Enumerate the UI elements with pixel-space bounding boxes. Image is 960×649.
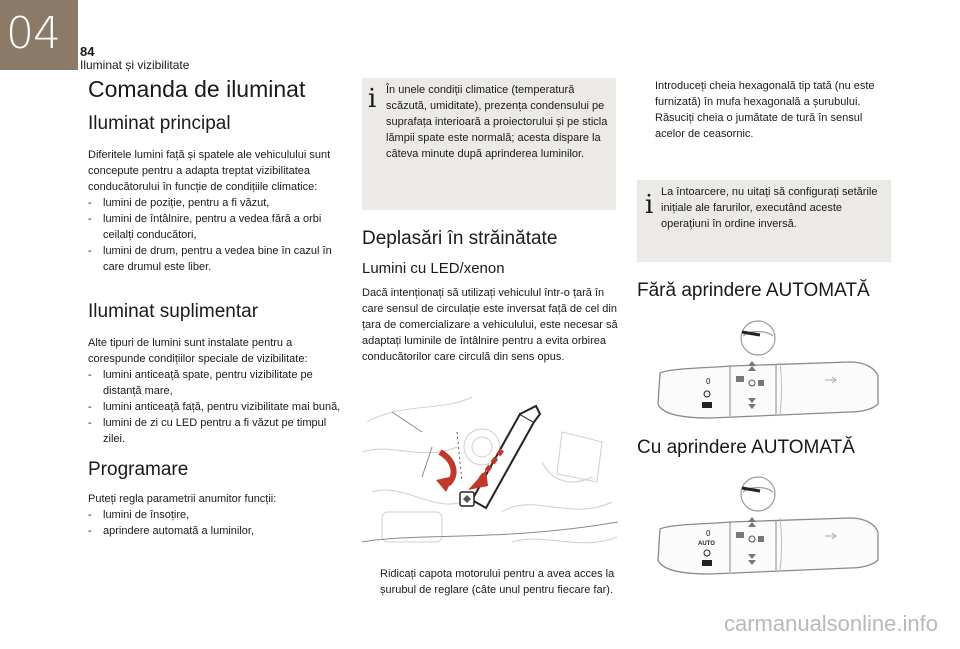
- info-box-return: [637, 180, 891, 262]
- info-text-condensation: În unele condiții climatice (temperatură scăzută, umiditate), prezența condensului pe suprafața interioară a proiectorului și pe sticla lămpii spate este normală; acesta dispare la câteva minute după aprinderea luminilor.: [386, 84, 608, 160]
- watermark: carmanualsonline.info: [723, 611, 938, 636]
- led-xenon-text: Dacă intenționați să utilizați vehiculul într-o țară în care sensul de circulație este inversat față de cel din țara de comercializare a vehiculului, este necesar să adaptați luminile de întâlnire pentru a evita orbirea conducătorilor care circulă din sens opus.: [362, 287, 618, 363]
- info-text-return: La întoarcere, nu uitați să configurați setările inițiale ale farurilor, executând aceste operațiuni în ordine inversă.: [661, 186, 878, 230]
- page-number: 84: [80, 44, 95, 59]
- heading-auto: Cu aprindere AUTOMATĂ: [637, 437, 855, 458]
- programming-intro: Puteți regla parametrii anumitor funcții:: [88, 493, 277, 505]
- engine-adjustment-illustration: [362, 392, 618, 556]
- list-item: - lumini de poziție, pentru a fi văzut,: [88, 195, 346, 211]
- lighting-stalk-manual-illustration: [650, 318, 882, 426]
- stalk-auto-label: AUTO: [698, 541, 715, 547]
- stalk-off-label: 0: [706, 377, 711, 386]
- stalk-off-label: 0: [706, 529, 711, 538]
- main-lighting-list: [88, 195, 346, 275]
- column-left: [88, 76, 346, 539]
- step-text: Ridicați capota motorului pentru a avea acces la șurubul de reglare (câte unul pentru fiecare far).: [380, 568, 615, 596]
- step-open-bonnet: [362, 566, 618, 598]
- list-item: - aprindere automată a luminilor,: [88, 523, 346, 539]
- step-text: Răsuciți cheia o jumătate de tură în sensul acelor de ceasornic.: [655, 112, 863, 140]
- info-box-condensation: [362, 78, 616, 210]
- column-middle: [362, 228, 618, 365]
- page-title: Comanda de iluminat: [88, 76, 306, 102]
- list-item: - lumini de drum, pentru a vedea bine în cazul în care drumul este liber.: [88, 243, 346, 275]
- programming-list: [88, 507, 346, 539]
- heading-extra-lighting: Iluminat suplimentar: [88, 301, 259, 322]
- step-text: Introduceți cheia hexagonală tip tată (nu este furnizată) în mufa hexagonală a șurubului.: [655, 80, 875, 108]
- heading-led-xenon: Lumini cu LED/xenon: [362, 260, 505, 277]
- steps-adjust: [637, 78, 893, 142]
- heading-abroad: Deplasări în străinătate: [362, 228, 558, 249]
- list-item: - lumini de întâlnire, pentru a vedea fără a orbi ceilalți conducători,: [88, 211, 346, 243]
- list-item: - lumini de însoțire,: [88, 507, 346, 523]
- chapter-number: 04: [6, 8, 60, 59]
- heading-no-auto: Fără aprindere AUTOMATĂ: [637, 280, 870, 301]
- list-item: - lumini anticeață spate, pentru vizibilitate pe distanță mare,: [88, 367, 346, 399]
- heading-main-lighting: Iluminat principal: [88, 113, 231, 134]
- heading-programming: Programare: [88, 459, 189, 480]
- info-icon: i: [645, 190, 654, 220]
- lighting-stalk-auto-illustration: [650, 474, 882, 584]
- section-title: Iluminat și vizibilitate: [80, 58, 190, 72]
- main-lighting-intro: Diferitele lumini față și spatele ale vehiculului sunt concepute pentru a adapta treptat vizibilitatea conducătorului în funcție de condițiile climatice:: [88, 149, 331, 193]
- extra-lighting-list: [88, 367, 346, 447]
- info-icon: i: [368, 84, 377, 114]
- extra-lighting-intro: Alte tipuri de lumini sunt instalate pentru a corespunde condițiilor speciale de vizibilitate:: [88, 337, 308, 365]
- list-item: - lumini de zi cu LED pentru a fi văzut pe timpul zilei.: [88, 415, 346, 447]
- list-item: - lumini anticeață față, pentru vizibilitate mai bună,: [88, 399, 346, 415]
